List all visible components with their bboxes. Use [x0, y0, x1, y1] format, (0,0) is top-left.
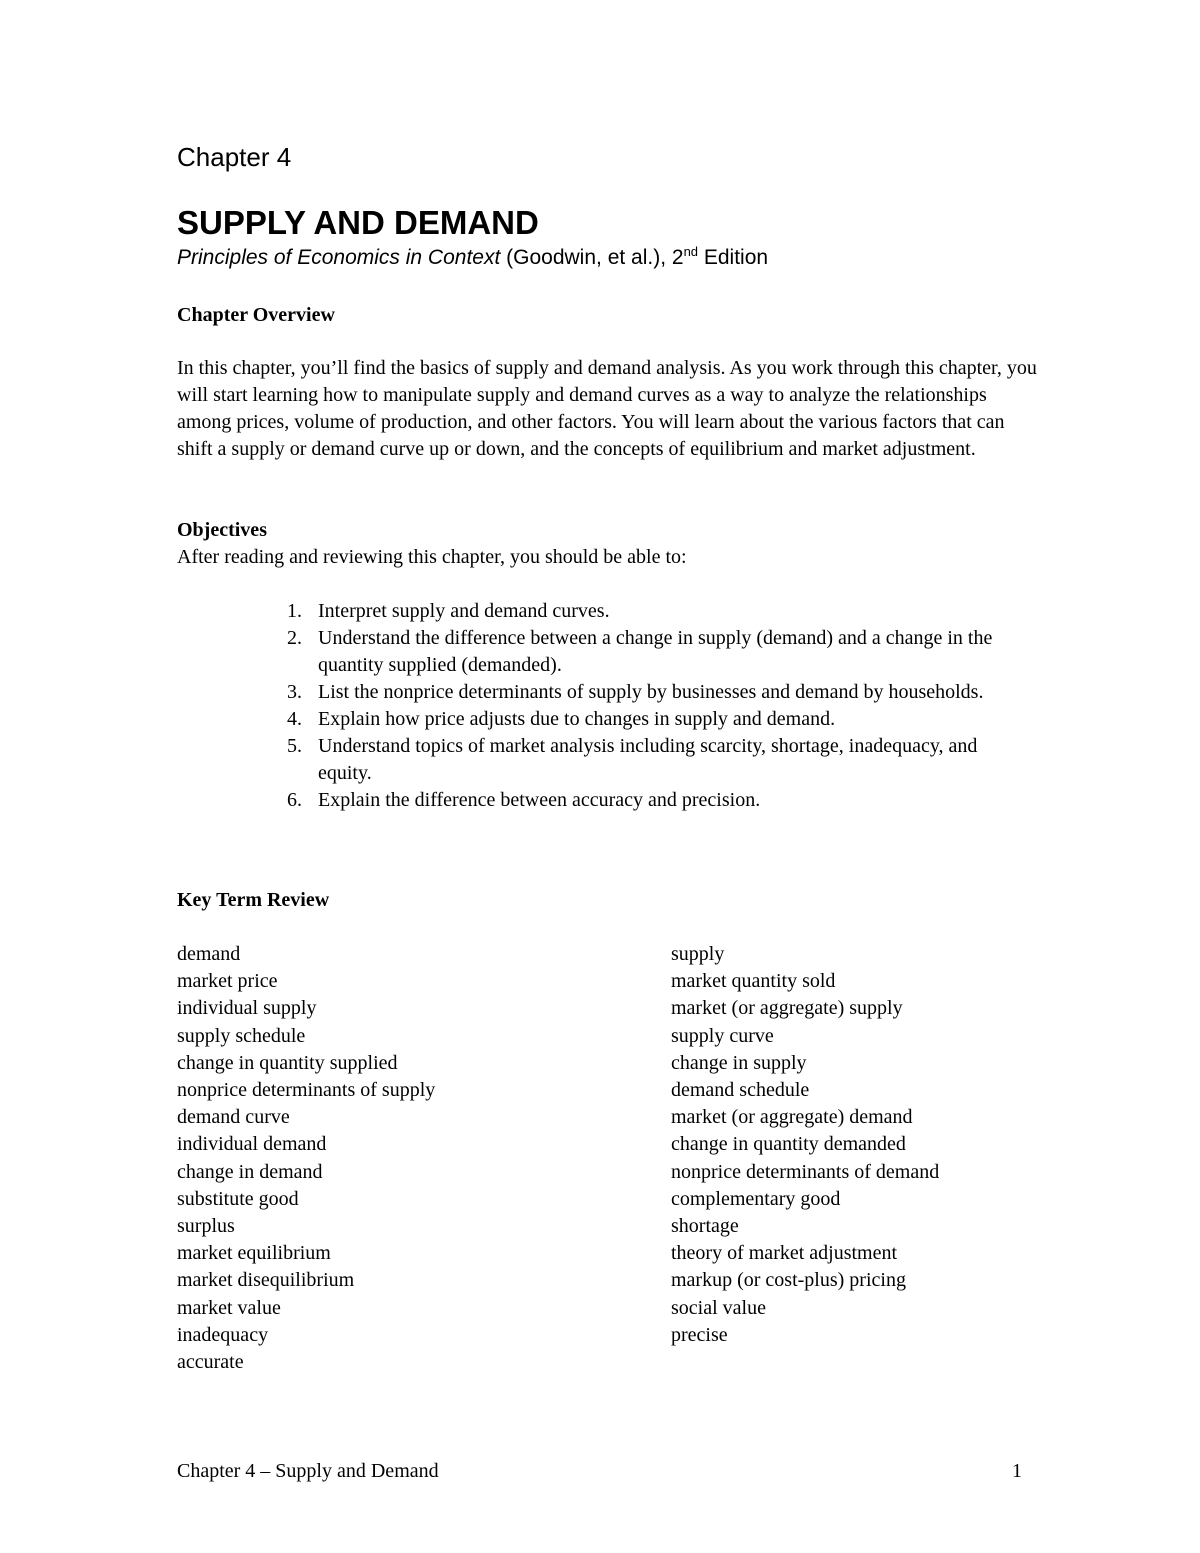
objective-text: Understand the difference between a change in supply (demand) and a change in the quantity supplied (demanded). [318, 627, 993, 676]
key-term: change in supply [671, 1051, 807, 1074]
key-term: markup (or cost-plus) pricing [671, 1269, 906, 1292]
key-term: accurate [177, 1351, 244, 1374]
edition-superscript: nd [683, 244, 699, 259]
key-term: change in demand [177, 1160, 323, 1183]
key-term: nonprice determinants of supply [177, 1079, 436, 1102]
key-term: supply [671, 943, 725, 965]
book-subtitle [177, 244, 768, 272]
page-footer: Chapter 4 – Supply and Demand [177, 1460, 439, 1482]
key-term: demand schedule [671, 1079, 810, 1102]
key-term: change in quantity supplied [177, 1051, 398, 1074]
book-title: Principles of Economics in Context [177, 246, 501, 269]
objective-number: 6. [287, 789, 302, 811]
key-term: inadequacy [177, 1323, 269, 1346]
key-term: change in quantity demanded [671, 1133, 906, 1156]
key-term: shortage [671, 1215, 739, 1238]
objective-text: Explain how price adjusts due to changes in supply and demand. [318, 708, 836, 730]
objective-number: 1. [287, 600, 302, 622]
key-term: theory of market adjustment [671, 1242, 898, 1265]
key-term: market price [177, 970, 278, 993]
key-term: social value [671, 1296, 766, 1319]
key-term: precise [671, 1323, 728, 1346]
objective-item [258, 598, 1018, 625]
objective-number: 4. [287, 708, 302, 730]
objective-item [258, 733, 1018, 787]
objective-number: 5. [287, 735, 302, 757]
key-term: demand [177, 943, 241, 965]
objective-item [258, 625, 1018, 679]
overview-paragraph: In this chapter, you’ll find the basics of supply and demand analysis. As you work through this chapter, you will start learning how to manipulate supply and demand curves as a way to analyze the relationships among prices, volume of production, and other factors. You will learn about the various factors that can shift a supply or demand curve up or down, and the concepts of equilibrium and market adjustment. [177, 357, 1037, 460]
objective-item [258, 706, 1018, 733]
key-term: supply schedule [177, 1024, 306, 1047]
key-term: demand curve [177, 1106, 290, 1129]
objective-number: 2. [287, 627, 302, 649]
key-term: market quantity sold [671, 970, 836, 993]
objective-text: Understand topics of market analysis including scarcity, shortage, inadequacy, and equity. [318, 735, 978, 784]
key-term: market disequilibrium [177, 1269, 355, 1292]
chapter-label: Chapter 4 [177, 142, 292, 172]
objective-text: Interpret supply and demand curves. [318, 600, 610, 622]
objective-text: Explain the difference between accuracy and precision. [318, 789, 761, 811]
objective-number: 3. [287, 681, 302, 703]
key-term: individual supply [177, 997, 317, 1020]
key-term: supply curve [671, 1024, 774, 1047]
book-authors: (Goodwin, et al.), 2 [500, 246, 684, 269]
overview-heading: Chapter Overview [177, 304, 335, 326]
key-term: surplus [177, 1215, 235, 1238]
key-term: market (or aggregate) demand [671, 1106, 913, 1129]
key-term: market (or aggregate) supply [671, 997, 903, 1020]
objective-item [258, 679, 1018, 706]
key-terms-right-column [671, 941, 939, 1349]
key-terms-heading: Key Term Review [177, 889, 330, 911]
page-number: 1 [1012, 1460, 1022, 1482]
key-term: individual demand [177, 1133, 327, 1156]
key-term: nonprice determinants of demand [671, 1160, 940, 1183]
objective-item [258, 787, 1018, 814]
key-term: complementary good [671, 1187, 841, 1210]
chapter-title: SUPPLY AND DEMAND [177, 204, 539, 241]
key-term: substitute good [177, 1187, 299, 1210]
objectives-intro: After reading and reviewing this chapter, you should be able to: [177, 546, 687, 568]
key-term: market equilibrium [177, 1242, 331, 1265]
key-term: market value [177, 1296, 281, 1319]
objective-text: List the nonprice determinants of supply by businesses and demand by households. [318, 681, 984, 703]
objectives-list [258, 598, 1018, 814]
key-terms-left-column [177, 941, 435, 1376]
objectives-heading: Objectives [177, 519, 267, 541]
edition-word: Edition [698, 246, 769, 269]
